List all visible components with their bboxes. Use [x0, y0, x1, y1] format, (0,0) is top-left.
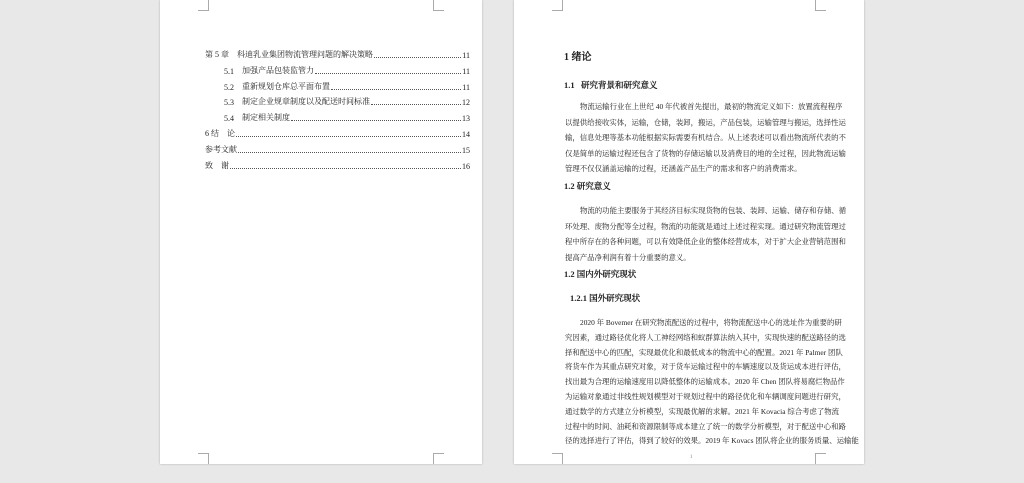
toc-page: 14 — [462, 130, 470, 139]
toc-label: 6 结 论 — [205, 129, 235, 138]
toc-number: 第 5 章 — [205, 50, 229, 59]
toc-number: 5.4 — [224, 114, 234, 124]
crop-mark — [552, 453, 563, 464]
text-line: 过程中的时间、油耗和资源限制等成本建立了统一的数学分析模型，对于配送中心和路 — [565, 421, 846, 431]
page-2 — [514, 0, 864, 464]
section-heading: 1.2 研究意义 — [564, 181, 611, 191]
crop-mark — [433, 453, 444, 464]
text-line: 管理不仅仅涵盖运输的过程，还涵盖产品生产的需求和客户的消费需求。 — [565, 164, 802, 174]
text-line: 通过数学的方式建立分析模型，实现最优解的求解。2021 年 Kovacia 综合考虑了物流 — [565, 406, 840, 416]
text-line: 仅是简单的运输过程还包含了货物的存储运输以及消费目的地的全过程，因此物流运输 — [565, 148, 846, 158]
toc-page: 12 — [462, 98, 470, 108]
toc-leader — [230, 168, 461, 169]
toc-leader — [315, 73, 461, 74]
toc-leader — [331, 89, 461, 90]
toc-entry[interactable] — [224, 95, 470, 107]
toc-entry[interactable] — [205, 143, 470, 155]
toc-entry[interactable] — [224, 111, 470, 123]
toc-entry[interactable] — [224, 64, 470, 76]
text-line: 择和配送中心的匹配，实现最优化和最低成本的物流中心的配置。2021 年 Palmer 团队 — [565, 347, 843, 357]
crop-mark — [198, 0, 209, 11]
toc-page: 11 — [462, 66, 470, 76]
toc-leader — [291, 120, 461, 121]
toc-label: 参考文献 — [205, 144, 237, 154]
toc-label: 制定企业规章制度以及配送时间标准 — [242, 97, 370, 107]
paragraph — [565, 99, 846, 177]
toc-number: 5.1 — [224, 66, 234, 76]
text-line: 提高产品净利润有着十分重要的意义。 — [565, 252, 691, 262]
toc-label: 加强产品包装监管力 — [242, 65, 314, 75]
subsection-heading: 1.2.1 国外研究现状 — [570, 293, 641, 303]
toc-page: 15 — [462, 145, 470, 155]
text-line: 输，信息处理等基本功能根据实际需要有机结合。从上述表述可以看出物流所代表的不 — [565, 133, 846, 143]
text-line: 2020 年 Bovemer 在研究物流配送的过程中，将物流配送中心的选址作为重要的研 — [580, 318, 842, 327]
toc-entry[interactable] — [205, 159, 470, 171]
toc-page: 13 — [462, 114, 470, 124]
text-line: 以提供给接收实体，运输，仓储，装卸，搬运，产品包装，运输管理与搬运，选择性运 — [565, 117, 846, 127]
toc-entry[interactable] — [224, 80, 470, 92]
toc-leader — [238, 152, 461, 153]
text-line: 找出最为合理的运输速度用以降低整体的运输成本。2020 年 Chen 团队将易腐烂物品作 — [565, 377, 845, 387]
text-line: 将货车作为其重点研究对象，对于货车运输过程中的车辆速度以及货运成本进行评估， — [565, 362, 846, 372]
toc-leader — [374, 57, 461, 58]
toc-page: 16 — [462, 161, 470, 171]
chapter-heading: 1 绪论 — [564, 52, 592, 63]
toc-number: 5.2 — [224, 82, 234, 92]
toc-leader — [236, 136, 461, 137]
toc-page: 11 — [462, 51, 470, 60]
toc-label: 制定相关制度 — [242, 113, 290, 123]
page-1 — [160, 0, 482, 464]
text-line: 为运输对象通过非线性规划模型对于规划过程中的路径优化和车辆调度问题进行研究， — [565, 391, 846, 401]
section-heading: 1.1 研究背景和研究意义 — [564, 80, 658, 90]
text-line: 究因素，通过路径优化将人工神经网络和蚁群算法纳入其中，实现快速的配送路径的选 — [565, 332, 846, 342]
text-line: 程中所存在的各种问题，可以有效降低企业的整体经营成本，对于扩大企业营销范围和 — [565, 237, 846, 247]
crop-mark — [433, 0, 444, 11]
paragraph — [565, 316, 859, 449]
toc-label: 科迪乳业集团物流管理问题的解决策略 — [237, 50, 373, 59]
toc-number: 5.3 — [224, 98, 234, 108]
crop-mark — [815, 453, 826, 464]
text-line: 环处理、废物分配等全过程，物流的功能就是通过上述过程实现。通过研究物流管理过 — [565, 221, 846, 231]
text-line: 物流运输行业在上世纪 40 年代被首先提出，最初的物流定义如下：放置流程程序 — [580, 102, 843, 111]
text-line: 物流的功能主要服务于其经济目标实现货物的包装、装卸、运输、储存和存储、循 — [580, 206, 847, 215]
text-line: 径的选择进行了评估，得到了较好的效果。2019 年 Kovacs 团队将企业的服务质量、运输能 — [565, 436, 859, 446]
toc-entry[interactable] — [205, 127, 470, 139]
crop-mark — [815, 0, 826, 11]
toc-leader — [371, 104, 461, 105]
toc-page: 11 — [462, 82, 470, 92]
crop-mark — [198, 453, 209, 464]
section-heading: 1.2 国内外研究现状 — [564, 269, 637, 279]
toc-label: 致 谢 — [205, 160, 229, 170]
crop-mark — [552, 0, 563, 11]
paragraph — [565, 203, 847, 265]
page-number: 1 — [690, 455, 693, 460]
toc-label: 重新规划仓库总平面布置 — [242, 81, 330, 91]
toc-entry[interactable] — [205, 48, 470, 60]
